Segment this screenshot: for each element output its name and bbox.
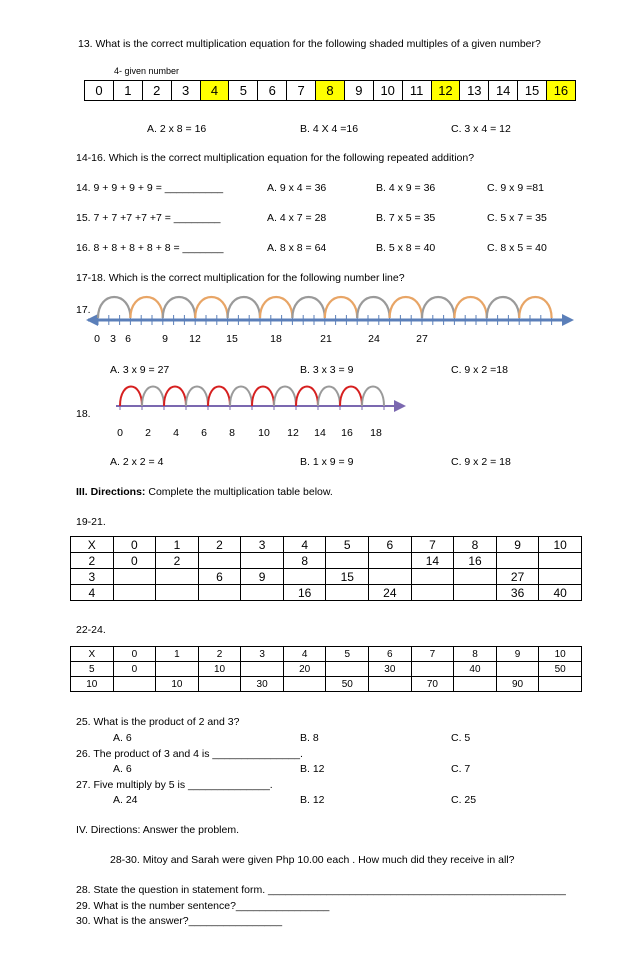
q18-choice-c: C. 9 x 2 = 18	[451, 456, 511, 468]
tick-label: 3	[110, 333, 116, 345]
table-cell: 6	[369, 537, 412, 553]
table-cell	[241, 553, 284, 569]
jump-arc	[296, 387, 318, 407]
q17-choice-c: C. 9 x 2 =18	[451, 364, 508, 376]
table-cell: 30	[241, 677, 284, 692]
strip-cell: 10	[374, 81, 403, 100]
table-cell: 7	[411, 537, 454, 553]
q18-number: 18.	[76, 408, 91, 420]
q27-choice-a: A. 24	[113, 794, 138, 806]
table-row	[71, 647, 582, 662]
table-cell: 4	[283, 647, 326, 662]
q15-choice-b: B. 7 x 5 = 35	[376, 212, 436, 224]
q17-choice-a: A. 3 x 9 = 27	[110, 364, 170, 376]
tick-label: 12	[287, 427, 299, 439]
axis-arrow-right	[394, 400, 406, 412]
strip-cell: 14	[489, 81, 518, 100]
table-cell: 40	[454, 662, 497, 677]
table-cell: 5	[71, 662, 114, 677]
jump-arc	[340, 387, 362, 407]
q15-choice-a: A. 4 x 7 = 28	[267, 212, 327, 224]
table1-label: 19-21.	[76, 516, 106, 528]
q18-choice-b: B. 1 x 9 = 9	[300, 456, 354, 468]
q15-choice-c: C. 5 x 7 = 35	[487, 212, 547, 224]
q26-question: 26. The product of 3 and 4 is _______________.	[76, 748, 303, 760]
q13-choice-b: B. 4 X 4 =16	[300, 123, 359, 135]
q14-choice-a: A. 9 x 4 = 36	[267, 182, 327, 194]
table-cell	[113, 585, 156, 601]
table-cell	[411, 585, 454, 601]
axis-arrow-left	[86, 314, 98, 326]
q29-question: 29. What is the number sentence?________________	[76, 900, 330, 912]
q17-number: 17.	[76, 304, 91, 316]
table-cell	[156, 585, 199, 601]
q13-question: 13. What is the correct multiplication equation for the following shaded multiples of a given number?	[78, 38, 541, 50]
jump-arc	[357, 297, 389, 318]
section3-title-rest: Complete the multiplication table below.	[145, 486, 333, 498]
jump-arc	[519, 297, 551, 318]
tick-label: 18	[370, 427, 382, 439]
table-cell: 40	[539, 585, 582, 601]
table-cell: 3	[241, 647, 284, 662]
table-cell: 50	[539, 662, 582, 677]
table-cell: 10	[156, 677, 199, 692]
strip-cell: 11	[403, 81, 432, 100]
tick-label: 4	[173, 427, 179, 439]
table-cell: 30	[369, 662, 412, 677]
q25-question: 25. What is the product of 2 and 3?	[76, 716, 240, 728]
strip-cell: 3	[172, 81, 201, 100]
jump-arc	[318, 387, 340, 407]
table-cell: 2	[198, 647, 241, 662]
q25-choice-a: A. 6	[113, 732, 132, 744]
jump-arc	[292, 297, 324, 318]
tick-label: 21	[320, 333, 332, 345]
table-cell: 10	[539, 647, 582, 662]
q27-choice-c: C. 25	[451, 794, 477, 806]
table-cell: 10	[71, 677, 114, 692]
q26-choice-a: A. 6	[113, 763, 132, 775]
problem-28-30: 28-30. Mitoy and Sarah were given Php 10.00 each . How much did they receive in all?	[110, 854, 515, 866]
table-cell: 9	[241, 569, 284, 585]
table-cell: 2	[71, 553, 114, 569]
table-cell: 2	[156, 553, 199, 569]
q14-16-header: 14-16. Which is the correct multiplication equation for the following repeated addition?	[76, 152, 475, 164]
table-cell	[496, 553, 539, 569]
table-cell: 10	[539, 537, 582, 553]
strip-cell: 13	[460, 81, 489, 100]
table-cell: 0	[113, 537, 156, 553]
table-row	[71, 553, 582, 569]
table-cell	[454, 677, 497, 692]
strip-cell: 0	[85, 81, 114, 100]
tick-label: 14	[314, 427, 326, 439]
q17-choice-b: B. 3 x 3 = 9	[300, 364, 354, 376]
table-cell: 1	[156, 537, 199, 553]
table-row	[71, 537, 582, 553]
jump-arc	[130, 297, 162, 318]
table-cell	[326, 585, 369, 601]
table-cell	[156, 569, 199, 585]
table-cell	[369, 569, 412, 585]
strip-cell: 4	[201, 81, 230, 100]
table-cell	[539, 677, 582, 692]
table-cell: 4	[71, 585, 114, 601]
table-cell: 15	[326, 569, 369, 585]
table-cell	[454, 585, 497, 601]
strip-cell: 7	[287, 81, 316, 100]
table-cell	[113, 677, 156, 692]
jump-arc	[454, 297, 486, 318]
table-cell: 50	[326, 677, 369, 692]
table-cell: 8	[283, 553, 326, 569]
jump-arc	[164, 387, 186, 407]
table-cell: 70	[411, 677, 454, 692]
table-cell: 2	[198, 537, 241, 553]
q13-choice-c: C. 3 x 4 = 12	[451, 123, 511, 135]
table-cell: 14	[411, 553, 454, 569]
table-cell: 5	[326, 647, 369, 662]
q16-choice-b: B. 5 x 8 = 40	[376, 242, 436, 254]
tick-label: 24	[368, 333, 380, 345]
strip-cell: 2	[143, 81, 172, 100]
table-row	[71, 585, 582, 601]
tick-label: 27	[416, 333, 428, 345]
table-cell: 16	[283, 585, 326, 601]
tick-label: 15	[226, 333, 238, 345]
jump-arc	[186, 387, 208, 407]
table-cell	[539, 569, 582, 585]
multiplication-table-19-21	[70, 536, 582, 601]
strip-cell: 6	[258, 81, 287, 100]
jump-arc	[163, 297, 195, 318]
tick-label: 0	[94, 333, 100, 345]
tick-label: 8	[229, 427, 235, 439]
jump-arc	[260, 297, 292, 318]
table-cell: 0	[113, 553, 156, 569]
q17-number-line	[0, 280, 638, 340]
table-cell: 9	[496, 537, 539, 553]
table-row	[71, 662, 582, 677]
q18-number-line	[0, 374, 638, 424]
q27-choice-b: B. 12	[300, 794, 325, 806]
table-cell: 20	[283, 662, 326, 677]
table-cell: 4	[283, 537, 326, 553]
table-cell: 6	[198, 569, 241, 585]
q26-choice-c: C. 7	[451, 763, 471, 775]
tick-label: 2	[145, 427, 151, 439]
strip-cell: 12	[432, 81, 461, 100]
table-cell: 0	[113, 647, 156, 662]
table-cell: 27	[496, 569, 539, 585]
q30-question: 30. What is the answer?________________	[76, 915, 283, 927]
table-cell: 7	[411, 647, 454, 662]
strip-cell: 15	[518, 81, 547, 100]
jump-arc	[487, 297, 519, 318]
table-row	[71, 677, 582, 692]
table-cell	[496, 662, 539, 677]
q16-question: 16. 8 + 8 + 8 + 8 + 8 = _______	[76, 242, 224, 254]
jump-arc	[230, 387, 252, 407]
table-cell	[411, 662, 454, 677]
section4-title: IV. Directions: Answer the problem.	[76, 824, 240, 836]
jump-arc	[252, 387, 274, 407]
table-cell	[113, 569, 156, 585]
tick-label: 16	[341, 427, 353, 439]
q26-choice-b: B. 12	[300, 763, 325, 775]
table-cell: X	[71, 537, 114, 553]
table-cell: 36	[496, 585, 539, 601]
section3-title	[76, 486, 333, 498]
jump-arc	[325, 297, 357, 318]
jump-arc	[362, 387, 384, 407]
table-cell	[198, 553, 241, 569]
strip-cell: 1	[114, 81, 143, 100]
jump-arc	[195, 297, 227, 318]
tick-label: 0	[117, 427, 123, 439]
table-cell	[283, 569, 326, 585]
q27-question: 27. Five multiply by 5 is ______________.	[76, 779, 273, 791]
q25-choice-b: B. 8	[300, 732, 319, 744]
q14-choice-b: B. 4 x 9 = 36	[376, 182, 436, 194]
jump-arc	[274, 387, 296, 407]
given-number-label: 4- given number	[114, 66, 180, 76]
table-cell	[411, 569, 454, 585]
section3-title-bold: III. Directions:	[76, 486, 146, 498]
jump-arc	[120, 387, 142, 407]
table-cell	[198, 585, 241, 601]
table-cell	[369, 553, 412, 569]
table-cell	[156, 662, 199, 677]
jump-arc	[228, 297, 260, 318]
strip-cell: 5	[229, 81, 258, 100]
multiplication-table-22-24	[70, 646, 582, 692]
table-cell: 90	[496, 677, 539, 692]
q14-question: 14. 9 + 9 + 9 + 9 = __________	[76, 182, 224, 194]
q15-question: 15. 7 + 7 +7 +7 +7 = ________	[76, 212, 221, 224]
table-cell	[326, 662, 369, 677]
table-cell: X	[71, 647, 114, 662]
jump-arc	[208, 387, 230, 407]
tick-label: 6	[125, 333, 131, 345]
jump-arc	[422, 297, 454, 318]
table-cell: 9	[496, 647, 539, 662]
q25-choice-c: C. 5	[451, 732, 471, 744]
table-cell	[241, 662, 284, 677]
tick-label: 9	[162, 333, 168, 345]
table-cell: 6	[369, 647, 412, 662]
q13-choice-a: A. 2 x 8 = 16	[147, 123, 207, 135]
q28-question: 28. State the question in statement form. ___________________________________________________	[76, 884, 566, 896]
q13-number-strip	[84, 80, 576, 101]
jump-arc	[98, 297, 130, 318]
table-cell: 16	[454, 553, 497, 569]
table-cell	[241, 585, 284, 601]
table-cell	[369, 677, 412, 692]
table-cell: 0	[113, 662, 156, 677]
q16-choice-c: C. 8 x 5 = 40	[487, 242, 547, 254]
axis-arrow-right	[562, 314, 574, 326]
q17-18-header: 17-18. Which is the correct multiplication for the following number line?	[76, 272, 405, 284]
strip-cell: 9	[345, 81, 374, 100]
table-cell	[198, 677, 241, 692]
table-cell	[454, 569, 497, 585]
jump-arc	[142, 387, 164, 407]
table-cell: 3	[241, 537, 284, 553]
table-cell	[283, 677, 326, 692]
table-cell	[539, 553, 582, 569]
strip-cell: 8	[316, 81, 345, 100]
tick-label: 12	[189, 333, 201, 345]
q18-choice-a: A. 2 x 2 = 4	[110, 456, 164, 468]
table-cell: 24	[369, 585, 412, 601]
table-cell: 10	[198, 662, 241, 677]
table-row	[71, 569, 582, 585]
table-cell: 3	[71, 569, 114, 585]
q14-choice-c: C. 9 x 9 =81	[487, 182, 544, 194]
table-cell: 8	[454, 647, 497, 662]
table2-label: 22-24.	[76, 624, 106, 636]
table-cell: 5	[326, 537, 369, 553]
table-cell	[326, 553, 369, 569]
strip-cell: 16	[547, 81, 575, 100]
tick-label: 10	[258, 427, 270, 439]
table-cell: 1	[156, 647, 199, 662]
jump-arc	[390, 297, 422, 318]
table-cell: 8	[454, 537, 497, 553]
tick-label: 6	[201, 427, 207, 439]
q16-choice-a: A. 8 x 8 = 64	[267, 242, 327, 254]
tick-label: 18	[270, 333, 282, 345]
